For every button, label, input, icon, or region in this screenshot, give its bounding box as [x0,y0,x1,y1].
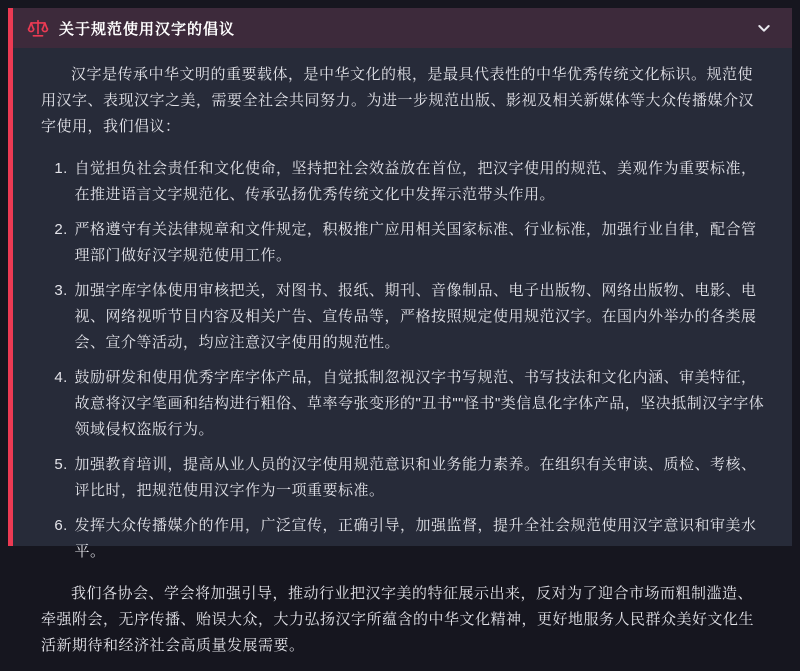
list-item: 6. 发挥大众传播媒介的作用，广泛宣传，正确引导，加强监督，提升全社会规范使用汉字意识和审美水平。 [73,513,769,565]
notice-card [8,8,792,546]
list-item: 1. 自觉担负社会责任和文化使命，坚持把社会效益放在首位，把汉字使用的规范、美观作为重要标准，在推进语言文字规范化、传承弘扬优秀传统文化中发挥示范带头作用。 [73,156,769,208]
proposal-list [41,156,768,565]
scales-icon [27,17,49,39]
chevron-down-icon[interactable] [754,18,774,38]
notice-header [13,8,792,48]
list-item: 5. 加强教育培训，提高从业人员的汉字使用规范意识和业务能力素养。在组织有关审读、质检、考核、评比时，把规范使用汉字作为一项重要标准。 [73,452,769,504]
list-item: 4. 鼓励研发和使用优秀字库字体产品，自觉抵制忽视汉字书写规范、书写技法和文化内涵、审美特征，故意将汉字笔画和结构进行粗俗、草率夸张变形的"丑书""怪书"类信息化字体产品，坚决抵制汉字字体领域侵权盗版行为。 [73,365,769,443]
intro-paragraph: 汉字是传承中华文明的重要载体，是中华文化的根，是最具代表性的中华优秀传统文化标识。规范使用汉字、表现汉字之美，需要全社会共同努力。为进一步规范出版、影视及相关新媒体等大众传播媒介汉字使用，我们倡议： [41,62,768,140]
list-item: 3. 加强字库字体使用审核把关，对图书、报纸、期刊、音像制品、电子出版物、网络出版物、电影、电视、网络视听节目内容及相关广告、宣传品等，严格按照规定使用规范汉字。在国内外举办的各类展会、宣介等活动，均应注意汉字使用的规范性。 [73,278,769,356]
closing-paragraph: 我们各协会、学会将加强引导，推动行业把汉字美的特征展示出来，反对为了迎合市场而粗制滥造、牵强附会，无序传播、贻误大众，大力弘扬汉字所蕴含的中华文化精神，更好地服务人民群众美好文化生活新期待和经济社会高质量发展需要。 [41,581,768,659]
list-item: 2. 严格遵守有关法律规章和文件规定，积极推广应用相关国家标准、行业标准，加强行业自律，配合管理部门做好汉字规范使用工作。 [73,217,769,269]
page-title: 关于规范使用汉字的倡议 [59,18,754,39]
notice-body [13,48,792,671]
